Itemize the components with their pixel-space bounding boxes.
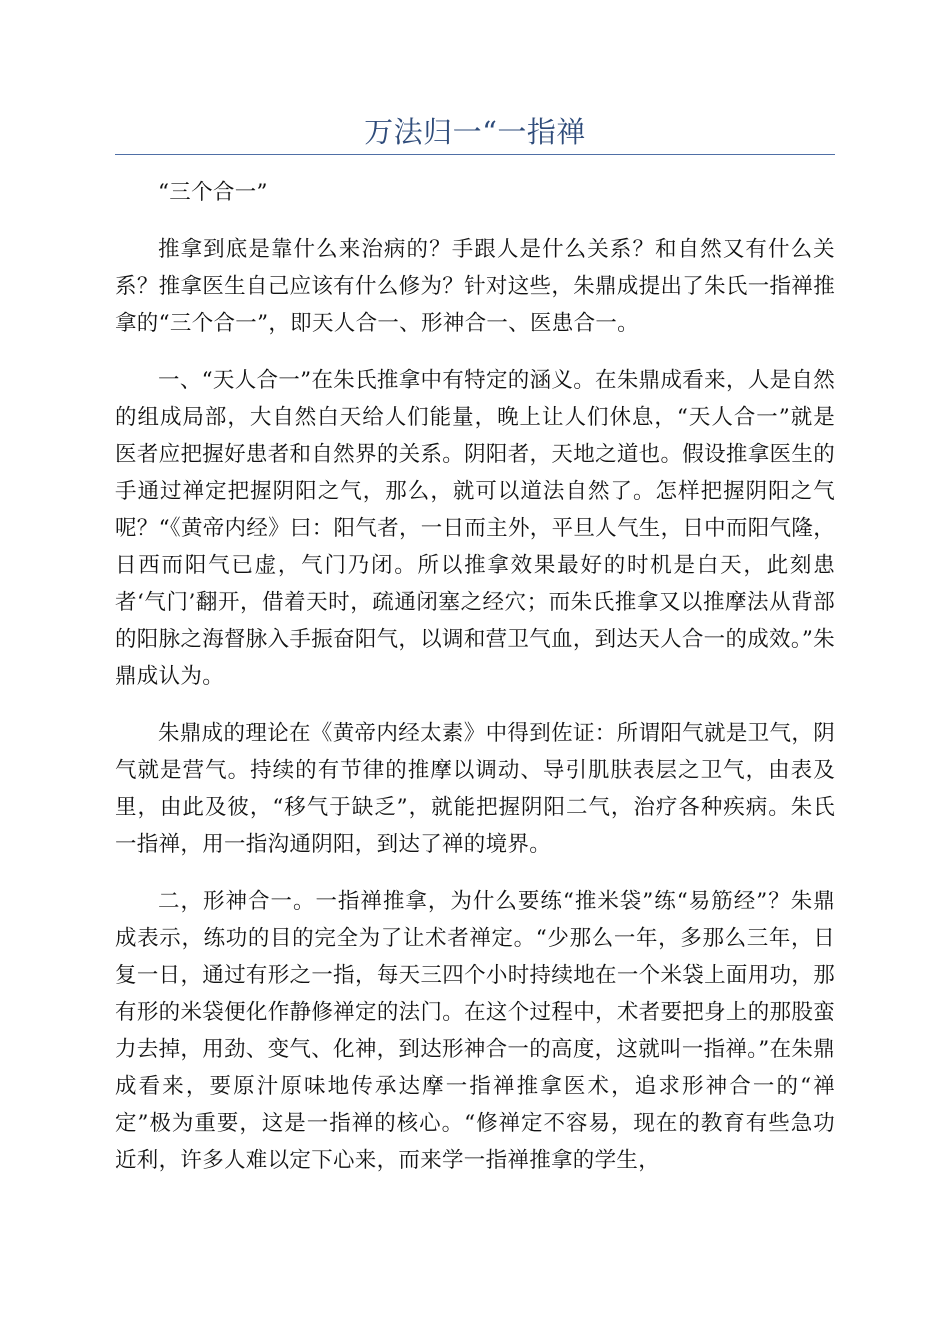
title-underline	[115, 154, 835, 155]
document-title: 万法归一“一指禅	[364, 115, 586, 149]
paragraph: 二，形神合一。一指禅推拿，为什么要练“推米袋”练“易筋经”？朱鼎成表示，练功的目的完全为了让术者禅定。“少那么一年，多那么三年，日复一日，通过有形之一指，每天三四个小时持续地在一个米袋上面用功，那有形的米袋便化作静修禅定的法门。在这个过程中，术者要把身上的那股蛮力去掉，用劲、变气、化神，到达形神合一的高度，这就叫一指禅。”在朱鼎成看来，要原汁原味地传承达摩一指禅推拿医术，追求形神合一的“禅定”极为重要，这是一指禅的核心。“修禅定不容易，现在的教育有些急功近利，许多人难以定下心来，而来学一指禅推拿的学生，	[115, 889, 835, 1173]
section-subheading: “三个合一”	[158, 180, 268, 205]
paragraph: 推拿到底是靠什么来治病的？手跟人是什么关系？和自然又有什么关系？推拿医生自己应该有什么修为？针对这些，朱鼎成提出了朱氏一指禅推拿的“三个合一”，即天人合一、形神合一、医患合一。	[115, 237, 835, 336]
paragraph: 一、“天人合一”在朱氏推拿中有特定的涵义。在朱鼎成看来，人是自然的组成局部，大自然白天给人们能量，晚上让人们休息，“天人合一”就是医者应把握好患者和自然界的关系。阴阳者，天地之道也。假设推拿医生的手通过禅定把握阴阳之气，那么，就可以道法自然了。怎样把握阴阳之气呢？“《黄帝内经》曰：阳气者，一日而主外，平旦人气生，日中而阳气隆，日西而阳气已虚，气门乃闭。所以推拿效果最好的时机是白天，此刻患者‘气门’翻开，借着天时，疏通闭塞之经穴；而朱氏推拿又以推摩法从背部的阳脉之海督脉入手振奋阳气，以调和营卫气血，到达天人合一的成效。”朱鼎成认为。	[115, 368, 835, 689]
paragraph: 朱鼎成的理论在《黄帝内经太素》中得到佐证：所谓阳气就是卫气，阴气就是营气。持续的有节律的推摩以调动、导引肌肤表层之卫气，由表及里，由此及彼，“移气于缺乏”，就能把握阴阳二气，治疗各种疾病。朱氏一指禅，用一指沟通阴阳，到达了禅的境界。	[115, 721, 835, 857]
document-body	[115, 174, 835, 1199]
